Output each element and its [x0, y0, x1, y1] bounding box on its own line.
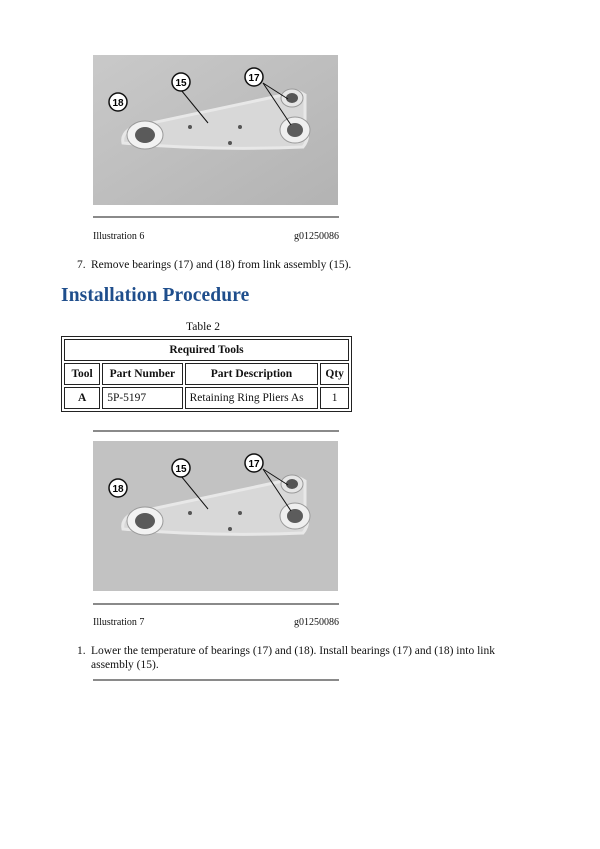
table-title: Required Tools: [64, 339, 349, 361]
step-text: Remove bearings (17) and (18) from link assembly (15).: [91, 259, 352, 271]
step-text: Lower the temperature of bearings (17) and (18). Install bearings (17) and (18) into link: [91, 645, 495, 657]
svg-text:17: 17: [248, 459, 260, 470]
step-number: 7.: [77, 259, 86, 271]
svg-text:18: 18: [112, 484, 124, 495]
illustration-6-photo: [93, 55, 338, 205]
table-cell: 5P-5197: [102, 387, 182, 409]
table-header: Part Description: [185, 363, 319, 385]
step-text-continued: assembly (15).: [91, 659, 159, 671]
svg-text:15: 15: [175, 464, 187, 475]
svg-text:18: 18: [112, 98, 124, 109]
table-row: [64, 387, 349, 409]
table-caption: Table 2: [186, 321, 221, 333]
svg-text:15: 15: [175, 78, 187, 89]
table-header: Qty: [320, 363, 349, 385]
step-number: 1.: [77, 645, 86, 657]
divider: [93, 679, 339, 681]
table-cell: 1: [320, 387, 349, 409]
divider: [93, 430, 339, 432]
table-cell: Retaining Ring Pliers As: [185, 387, 319, 409]
table-cell: A: [64, 387, 100, 409]
required-tools-table: [61, 336, 352, 412]
table-header: Part Number: [102, 363, 182, 385]
illustration-7-code: g01250086: [294, 617, 339, 628]
illustration-6-caption: Illustration 6: [93, 231, 145, 242]
illustration-6-code: g01250086: [294, 231, 339, 242]
table-header: Tool: [64, 363, 100, 385]
divider: [93, 603, 339, 605]
illustration-7-photo: [93, 441, 338, 591]
section-heading: Installation Procedure: [61, 285, 250, 306]
svg-text:17: 17: [248, 73, 260, 84]
divider: [93, 216, 339, 218]
illustration-7-caption: Illustration 7: [93, 617, 145, 628]
